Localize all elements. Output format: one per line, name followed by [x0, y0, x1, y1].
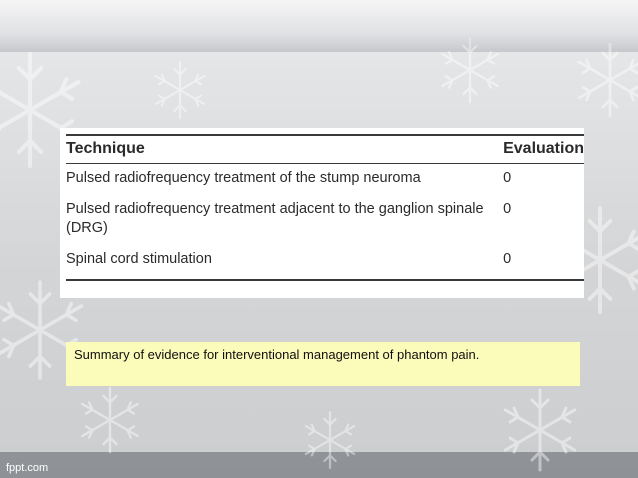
table-row [66, 164, 584, 195]
footer-watermark: fppt.com [6, 462, 49, 474]
technique-cell: Pulsed radiofrequency treatment of the stump neuroma [66, 170, 421, 186]
table-row [66, 245, 584, 281]
slide-top-band [0, 0, 638, 52]
table-caption: Summary of evidence for interventional management of phantom pain. [66, 342, 580, 386]
technique-cell: Spinal cord stimulation [66, 245, 503, 281]
evaluation-cell: 0 [503, 245, 584, 281]
evaluation-cell: 0 [503, 170, 512, 186]
table-row [66, 195, 584, 245]
table-header-row [66, 135, 584, 164]
header-technique: Technique [66, 135, 503, 164]
header-evaluation: Evaluation [503, 135, 584, 164]
evaluation-cell: 0 [503, 200, 512, 217]
evidence-table [66, 134, 584, 281]
technique-cell: Pulsed radiofrequency treatment adjacent to the ganglion spinale (DRG) [66, 200, 484, 237]
